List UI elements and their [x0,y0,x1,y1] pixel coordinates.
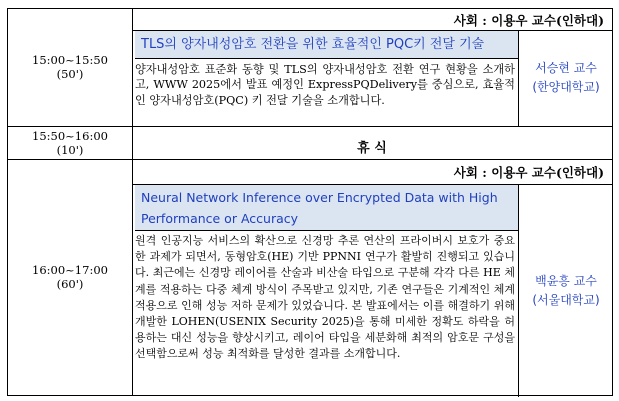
session1-title: TLS의 양자내성암호 전환을 위한 효율적인 PQC키 전달 기술 [135,31,518,59]
session2-speaker-name: 백윤흥 교수 [535,274,597,288]
session2-time-range: 16:00~17:00 [32,263,108,277]
session1-description: 양자내성암호 표준화 동향 및 TLS의 양자내성암호 전환 연구 현황을 소개하고, WWW 2025에서 발표 예정인 ExpressPQDelivery를 중심으로, 효율적인 양자내성암호(PQC) 키 전달 기술을 소개합니다. [135,63,515,107]
session2-duration: (60') [56,277,84,291]
schedule-table [7,8,613,396]
session2-description: 원격 인공지능 서비스의 확산으로 신경망 추론 연산의 프라이버시 보호가 중요한 과제가 되면서, 동형암호(HE) 기반 PPNNI 연구가 활발히 진행되고 있습니다. 최근에는 신경망 레이어를 산술과 비산술 타입으로 구분해 각각 다른 HE 체계를 적용하는 다중 체계 방식이 주목받고 있지만, 기존 연구들은 기계적인 체계 적용으로 인해 성능 저하 문제가 있었습니다. 본 발표에서는 이를 해결하기 위해 개발한 LOHEN(USENIX Security 2025)을 통해 미세한 정확도 하락을 허용하는 대신 성능을 향상시키고, 레이어 타입을 세분화해 최적의 암호문 구성을 선택함으로써 성능 최적화를 달성한 결과를 소개합니다. [135,234,515,361]
break-bottom-divider [8,159,612,160]
session2-time [8,263,132,291]
break-time-range: 15:50~16:00 [32,129,108,143]
session1-time [8,53,132,81]
session1-speaker-name: 서승현 교수 [535,61,597,75]
session2-speaker [519,272,613,310]
session1-duration: (50') [56,67,84,81]
break-time [8,129,132,157]
session2-chair: 사회 : 이용우 교수(인하대) [453,165,604,180]
session1-time-range: 15:00~15:50 [32,53,108,67]
session2-speaker-affiliation: (서울대학교) [532,293,600,307]
session2-title: Neural Network Inference over Encrypted Data with High Performance or Accuracy [135,185,518,231]
break-top-divider [8,126,612,127]
break-label: 휴 식 [357,141,387,156]
break-duration: (10') [56,143,84,157]
time-column-divider [132,9,133,395]
session1-chair: 사회 : 이용우 교수(인하대) [453,13,604,28]
session1-speaker-affiliation: (한양대학교) [532,80,600,94]
session1-speaker [519,59,613,97]
